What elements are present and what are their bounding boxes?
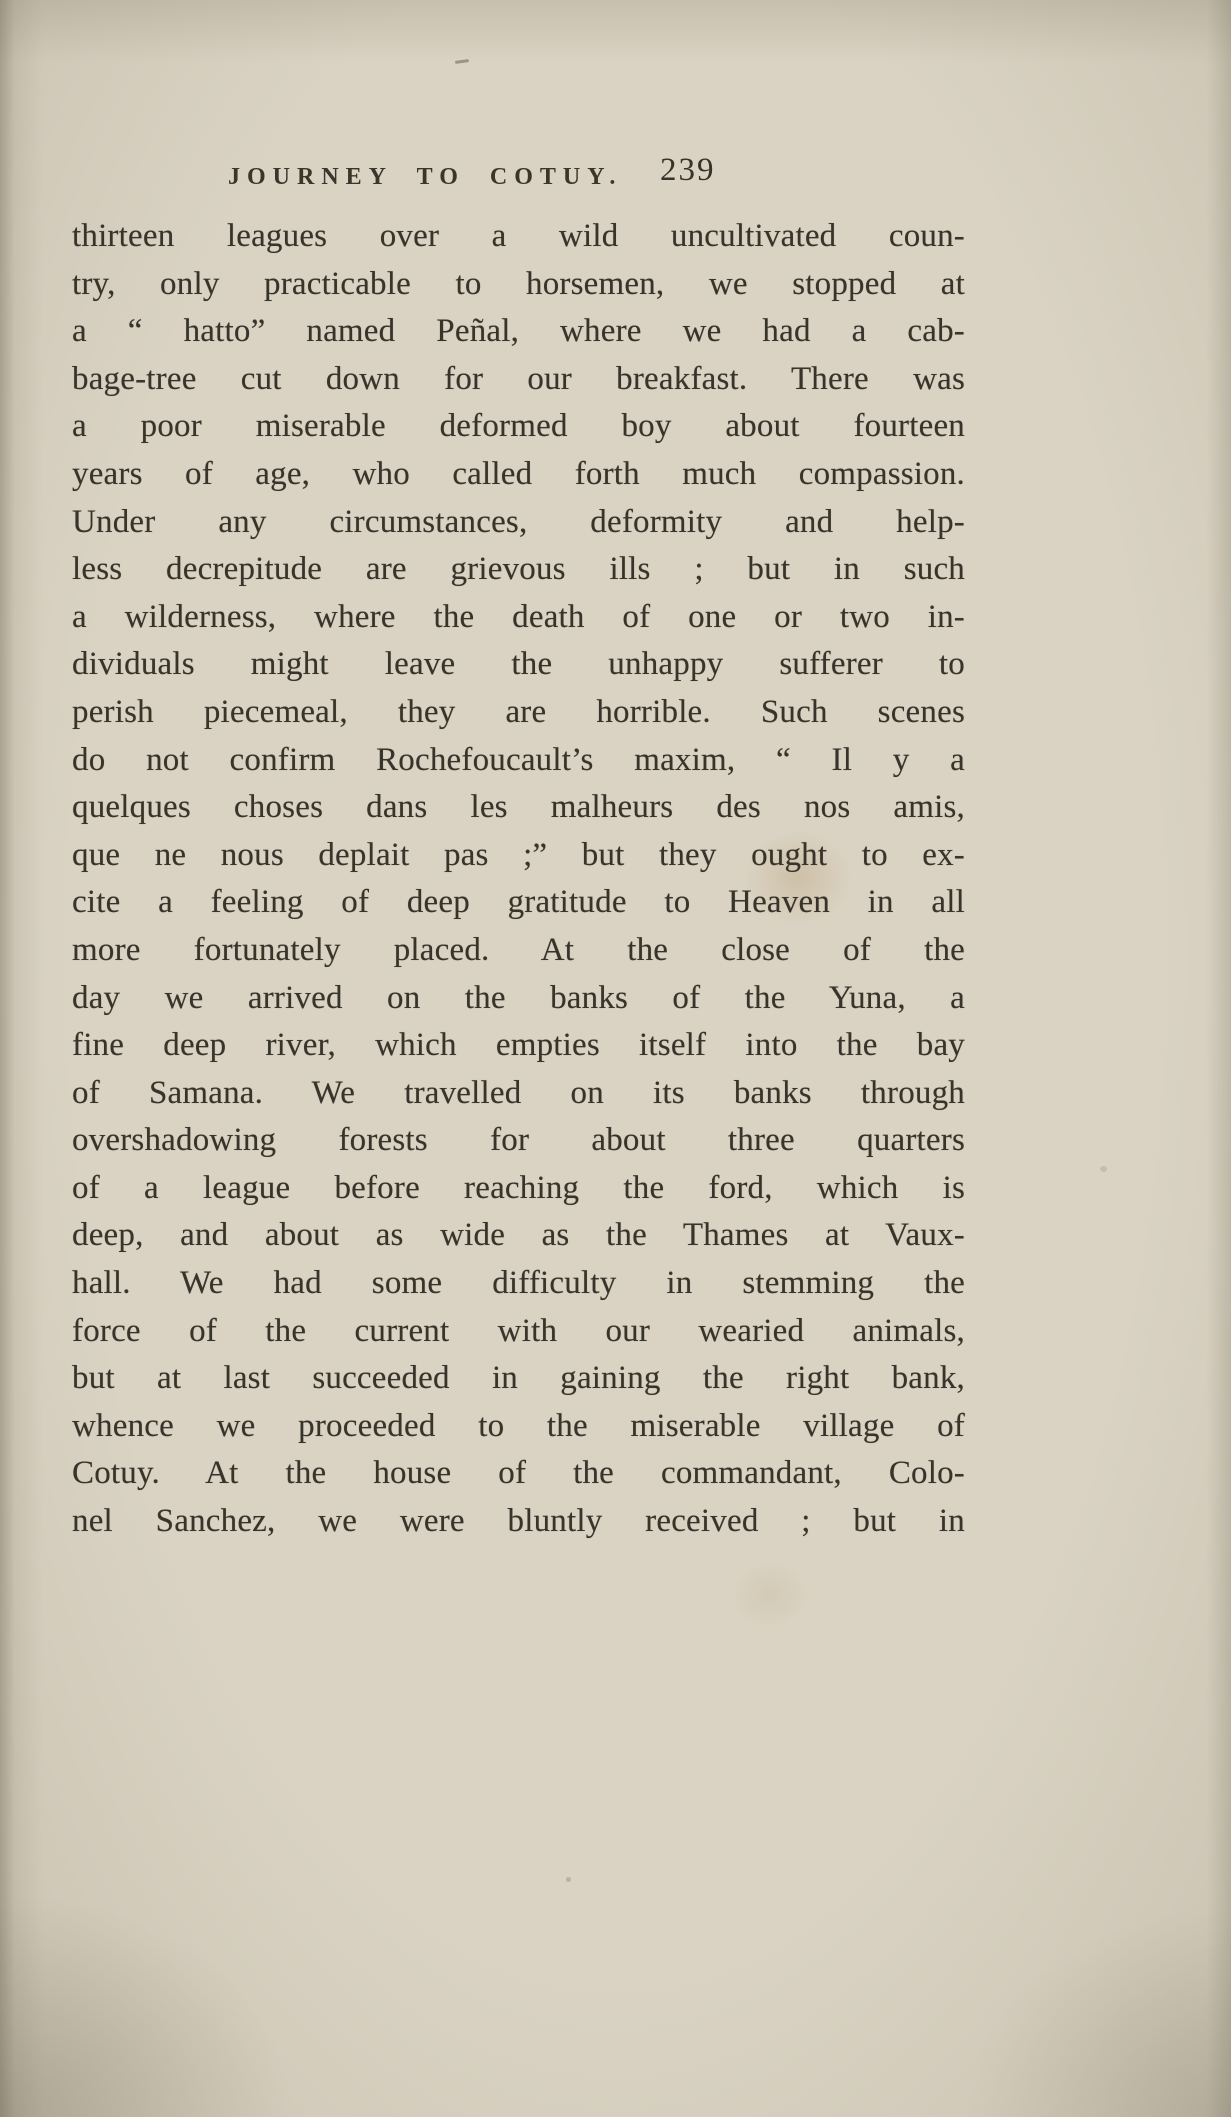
text-line: deep, and about as wide as the Thames at Vaux- [72,1217,965,1254]
text-line: a wilderness, where the death of one or two in- [72,598,965,635]
text-line: dividuals might leave the unhappy sufferer to [72,646,965,683]
text-line: Under any circumstances, deformity and help- [72,503,965,540]
text-line: of a league before reaching the ford, which is [72,1169,965,1206]
text-line: more fortunately placed. At the close of the [72,931,965,968]
text-line: que ne nous deplait pas ;” but they ought to ex- [72,836,965,873]
scan-artifact [1100,1166,1107,1172]
text-line: nel Sanchez, we were bluntly received ; but in [72,1503,965,1540]
text-line: Cotuy. At the house of the commandant, Colo- [72,1455,965,1492]
text-line: perish piecemeal, they are horrible. Such scenes [72,693,965,730]
text-line: try, only practicable to horsemen, we stopped at [72,265,965,302]
text-line: hall. We had some difficulty in stemming the [72,1265,965,1302]
page-number: 239 [660,152,716,188]
page-header [0,152,1231,212]
body-text [72,213,965,1546]
text-line: thirteen leagues over a wild uncultivated coun- [72,218,965,254]
running-title: JOURNEY TO COTUY. [228,164,623,190]
scan-artifact [566,1877,571,1882]
text-line: do not confirm Rochefoucault’s maxim, “ Il y a [72,741,965,778]
text-line: day we arrived on the banks of the Yuna, a [72,979,965,1016]
text-line: quelques choses dans les malheurs des nos amis, [72,789,965,826]
text-line: a poor miserable deformed boy about fourteen [72,408,965,445]
text-line: overshadowing forests for about three quarters [72,1122,965,1159]
text-line: a “ hatto” named Peñal, where we had a cab- [72,313,965,350]
text-line: bage-tree cut down for our breakfast. There was [72,360,965,397]
text-line: of Samana. We travelled on its banks through [72,1074,965,1111]
scan-artifact [455,59,469,64]
text-line: years of age, who called forth much compassion. [72,455,965,492]
text-line: fine deep river, which empties itself into the bay [72,1027,965,1064]
text-line: force of the current with our wearied animals, [72,1312,965,1349]
text-line: less decrepitude are grievous ills ; but in such [72,551,965,588]
text-line: whence we proceeded to the miserable village of [72,1407,965,1444]
text-line: but at last succeeded in gaining the right bank, [72,1360,965,1397]
text-line: cite a feeling of deep gratitude to Heaven in all [72,884,965,921]
